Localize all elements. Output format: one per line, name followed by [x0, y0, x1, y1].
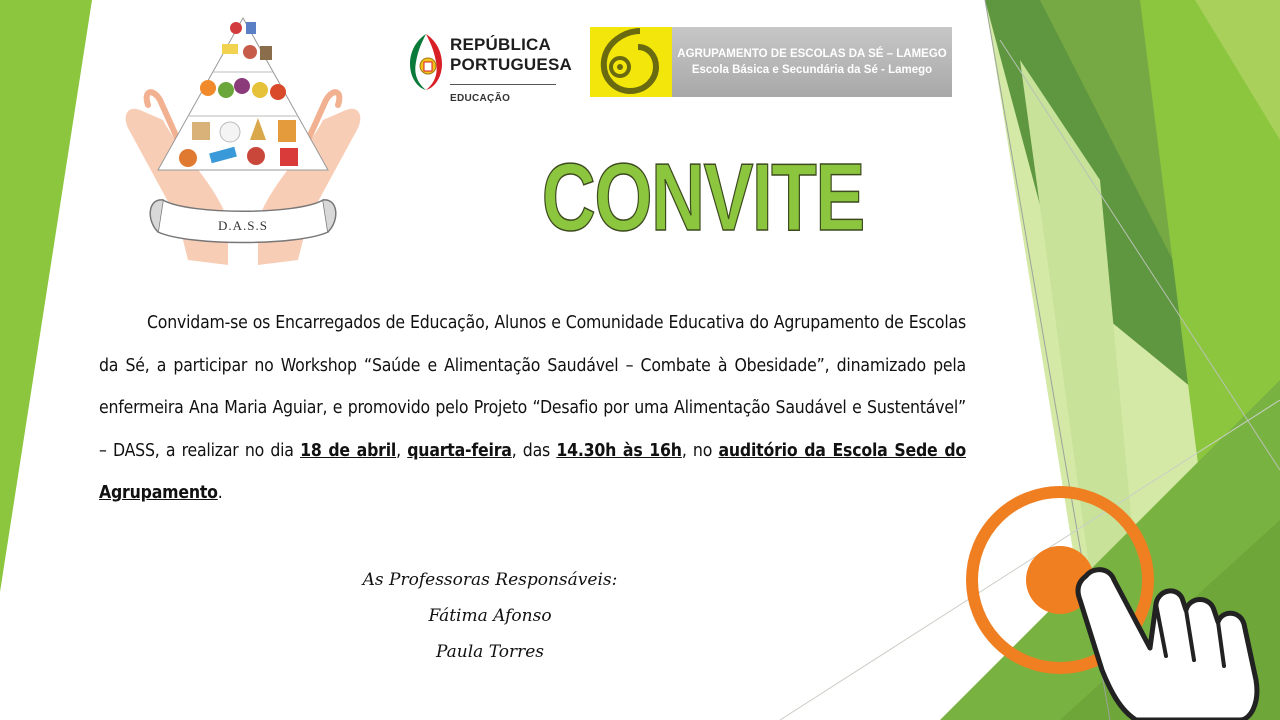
event-place: auditório da Escola Sede do Agrupamento: [99, 440, 967, 504]
republica-line2: PORTUGUESA: [450, 55, 572, 74]
dass-logo: [118, 10, 368, 272]
signature-block: [340, 562, 640, 670]
hand-pointer-icon: [960, 480, 1280, 720]
republica-portuguesa-logo: [408, 28, 572, 112]
invitation-intro: Convidam-se os Encarregados de Educação, Alunos e Comunidade Educativa do Agrupamento de Escolas da Sé, a participar no Workshop “Saúde e Alimentação Saudável – Combate à Obesidade”, dinamizado pela enfermeira Ana Maria Aguiar, e promovido pelo Projeto “Desafio por uma Alimentação Saudável e Sustentável” – DASS, a realizar no dia: [99, 313, 966, 461]
dass-logo-label: D.A.S.S: [218, 218, 268, 233]
republica-subtitle: EDUCAÇÃO: [450, 93, 511, 104]
school-name: AGRUPAMENTO DE ESCOLAS DA SÉ – LAMEGO: [677, 48, 947, 60]
republica-divider: [450, 84, 556, 85]
separator-2: , das: [511, 440, 557, 461]
school-text: [672, 27, 952, 97]
republica-line1: REPÚBLICA: [450, 35, 551, 54]
school-emblem-icon: [590, 27, 672, 97]
separator-3: , no: [681, 440, 719, 461]
portugal-emblem-icon: [408, 32, 444, 92]
page-title: CONVITE: [541, 144, 864, 251]
sentence-end: .: [217, 483, 223, 504]
school-banner-logo: [590, 27, 952, 97]
signature-name-2: Paula Torres: [435, 642, 545, 662]
event-time: 14.30h às 16h: [556, 440, 682, 461]
event-weekday: quarta-feira: [407, 440, 512, 461]
school-subname: Escola Básica e Secundária da Sé - Lamego: [691, 64, 933, 76]
event-date: 18 de abril: [300, 440, 397, 461]
signature-heading: As Professoras Responsáveis:: [362, 570, 618, 590]
separator-1: ,: [396, 440, 408, 461]
signature-name-1: Fátima Afonso: [428, 606, 552, 626]
invitation-text: [99, 302, 966, 515]
